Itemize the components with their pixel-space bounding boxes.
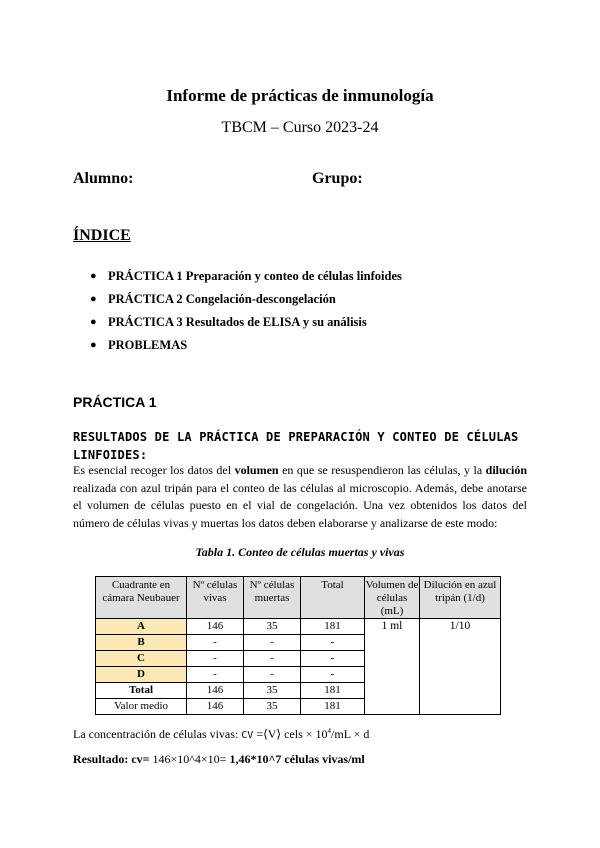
header-cell: Cuadrante en cámara Neubauer [96,577,187,619]
bullet-icon: ● [90,293,97,305]
para-bold-volumen: volumen [234,463,279,477]
formula-text: =⟨V⟩ cels × 10 [253,727,328,741]
table-caption: Tabla 1. Conteo de células muertas y vivas [195,545,405,559]
table-cell: - [187,667,244,683]
formula-exponent: 4 [327,727,332,735]
group-label: Grupo: [312,170,363,187]
para-bold-dilucion: dilución [485,463,527,477]
table-cell: 181 [301,699,365,715]
dilution-cell: 1/10 [420,619,501,715]
header-cell: Total [301,577,365,619]
header-cell: Dilución en azul tripán (1/d) [420,577,501,619]
index-list [90,268,402,360]
index-item-label: PRÁCTICA 2 Congelación-descongelación [108,292,336,306]
table-cell: - [187,635,244,651]
table-cell: - [301,651,365,667]
index-item [90,291,402,314]
table-cell: - [244,635,301,651]
results-heading: RESULTADOS DE LA PRÁCTICA DE PREPARACIÓN Y CONTEO DE CÉLULAS LINFOIDES: [73,430,519,462]
para-text: realizada con azul tripán para el conteo de las células al microscopio. Además, debe anotarse el volumen de células puesto en el vial de congelación. Una vez obtenidos los datos del número de células vivas y muertas los datos deben elaborarse y analizarse de este modo: [73,480,527,530]
table-cell: - [301,635,365,651]
index-item-label: PROBLEMAS [108,338,188,352]
index-item [90,268,402,291]
quadrant-cell: C [96,651,187,667]
header-cell: Volumen de células (mL) [365,577,420,619]
bullet-icon: ● [90,270,97,282]
result-calc: 146×10^4×10= [149,752,230,766]
table-cell: 35 [244,683,301,699]
table-cell: 146 [187,619,244,635]
index-item-label: PRÁCTICA 1 Preparación y conteo de células linfoides [108,269,402,283]
table-cell: - [244,667,301,683]
volume-cell: 1 ml [365,619,420,715]
quadrant-cell: B [96,635,187,651]
formula-variable: CV [241,730,254,741]
practice1-heading: PRÁCTICA 1 [73,394,157,410]
table-cell: - [301,667,365,683]
quadrant-cell: A [96,619,187,635]
index-item [90,314,402,337]
table-cell: 181 [301,683,365,699]
table-cell: - [187,651,244,667]
table-header-row [96,577,501,619]
table-cell: 181 [301,619,365,635]
cell-count-table [95,576,501,715]
document-title: Informe de prácticas de inmunología [166,86,434,105]
bullet-icon: ● [90,339,97,351]
result-line [73,752,365,767]
header-cell: Nº células muertas [244,577,301,619]
instructions-paragraph [73,462,527,532]
result-value: 1,46*10^7 células vivas/ml [229,752,365,766]
formula-label: La concentración de células vivas: [73,727,242,741]
table-cell: - [244,651,301,667]
para-text: Es esencial recoger los datos del [73,463,235,477]
table-cell: 146 [187,683,244,699]
table-row [96,619,501,635]
formula-text-end: /mL × d [331,727,370,741]
para-text: en que se resuspendieron las células, y la [278,463,486,477]
index-item [90,337,402,360]
concentration-formula [73,727,369,742]
quadrant-cell: D [96,667,187,683]
table-cell: 35 [244,619,301,635]
index-item-label: PRÁCTICA 3 Resultados de ELISA y su análisis [108,315,367,329]
mean-label-cell: Valor medio [96,699,187,715]
total-label-cell: Total [96,683,187,699]
header-cell: Nº células vivas [187,577,244,619]
bullet-icon: ● [90,316,97,328]
result-label: Resultado: cv= [73,752,150,766]
table-cell: 35 [244,699,301,715]
document-subtitle: TBCM – Curso 2023-24 [221,119,379,136]
index-heading: ÍNDICE [73,227,131,244]
table-cell: 146 [187,699,244,715]
student-label: Alumno: [73,170,134,187]
